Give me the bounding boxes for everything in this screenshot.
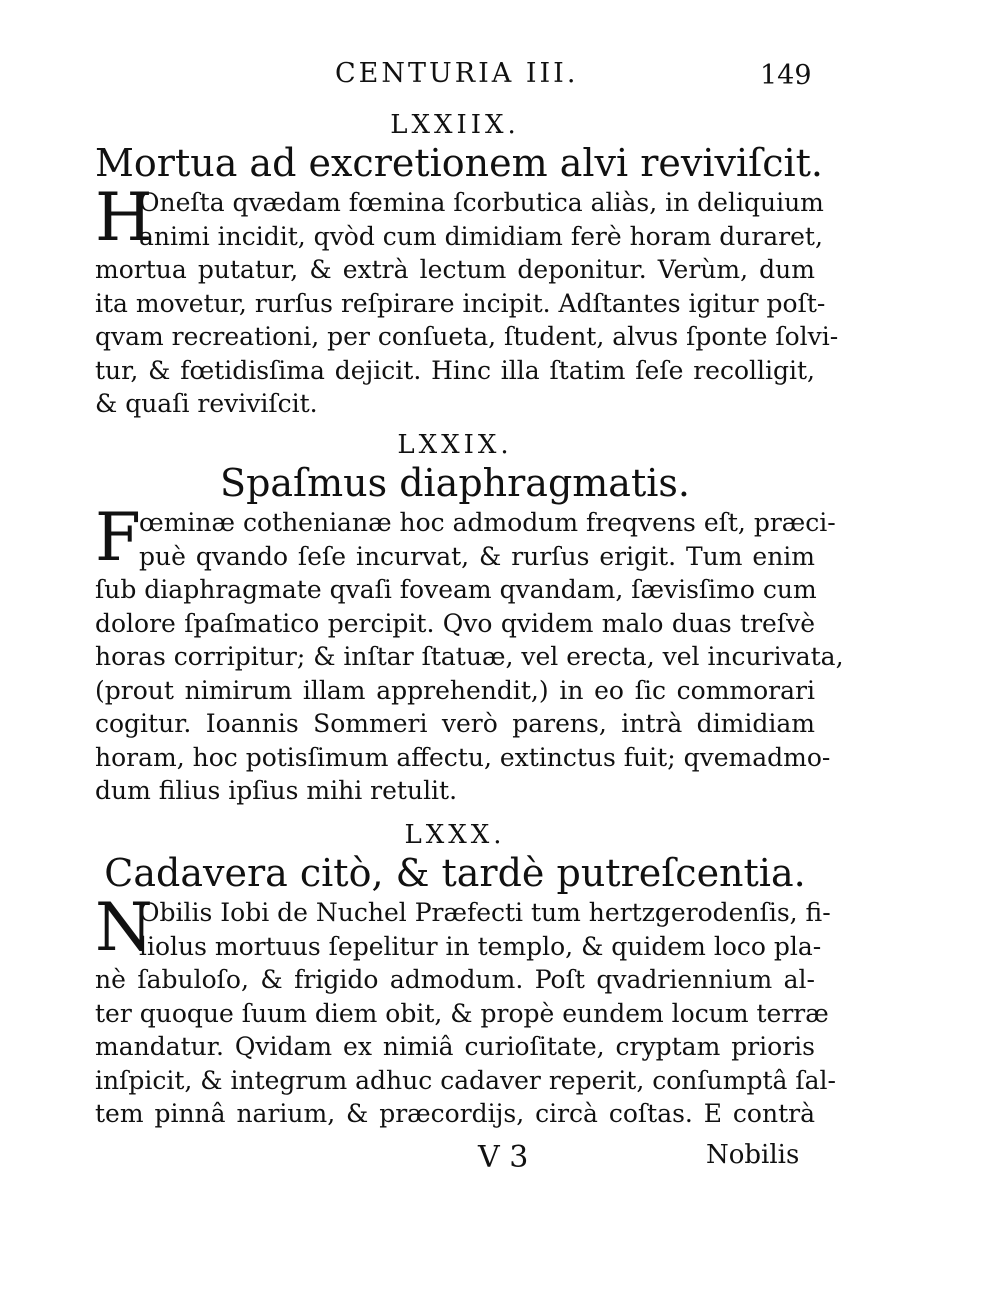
chapter-section (95, 820, 836, 1131)
text-line: horas corripitur; & inſtar ſtatuæ, vel erecta, vel incurivata, (95, 642, 844, 671)
drop-cap: H (95, 179, 153, 256)
running-title: CENTURIA III. (335, 58, 579, 89)
text-line: nè ſabuloſo, & frigido admodum. Poſt qvadriennium al- (95, 965, 815, 994)
text-line: & quaſi reviviſcit. (95, 389, 318, 418)
chapter-section (95, 110, 839, 421)
text-line: ſub diaphragmate qvaſi foveam qvandam, ſævisſimo cum (95, 575, 817, 604)
chapter-title: Mortua ad excretionem alvi reviviſcit. (95, 141, 823, 185)
chapter-numeral: LXXIIX. (390, 110, 520, 140)
text-line: Oneſta qvædam fœmina ſcorbutica aliàs, in deliquium (139, 188, 824, 217)
chapter-numeral: LXXX. (404, 820, 506, 850)
signature-mark: V 3 (478, 1140, 529, 1175)
chapter-body (95, 499, 844, 808)
text-line: inſpicit, & integrum adhuc cadaver reperit, conſumptâ ſal- (95, 1065, 836, 1095)
text-line: cogitur. Ioannis Sommeri verò parens, intrà dimidiam (95, 709, 815, 738)
text-line: Obilis Iobi de Nuchel Præfecti tum hertzgerodenſis, fi- (139, 898, 831, 927)
text-line: dum filius ipſius mihi retulit. (95, 776, 458, 805)
text-line: liolus mortuus ſepelitur in templo, & quidem loco pla- (139, 931, 822, 961)
chapter-body (95, 889, 836, 1131)
chapter-body (95, 179, 839, 421)
chapter-numeral: LXXIX. (397, 430, 513, 460)
drop-cap: N (95, 889, 153, 966)
text-line: ita movetur, rurſus reſpirare incipit. Adſtantes igitur poſt- (95, 288, 826, 318)
text-line: mortua putatur, & extrà lectum deponitur. Verùm, dum (95, 255, 815, 284)
text-line: œminæ cothenianæ hoc admodum freqvens eſt, præci- (139, 508, 836, 537)
chapter-title: Spaſmus diaphragmatis. (220, 461, 690, 505)
text-line: mandatur. Qvidam ex nimiâ curioſitate, cryptam prioris (95, 1032, 815, 1061)
text-line: (prout nimirum illam apprehendit,) in eo ſic commorari (95, 675, 815, 705)
chapter-title: Cadavera citò, & tardè putreſcentia. (104, 851, 806, 895)
text-line: horam, hoc potisſimum affectu, extinctus fuit; qvemadmo- (95, 742, 831, 772)
text-line: tem pinnâ narium, & præcordijs, circà coſtas. E contrà (95, 1099, 815, 1128)
page-number: 149 (760, 60, 812, 91)
catchword: Nobilis (706, 1140, 800, 1170)
text-line: puè qvando ſeſe incurvat, & rurſus erigit. Tum enim (139, 541, 815, 571)
text-line: qvam recreationi, per conſueta, ſtudent, alvus ſponte ſolvi- (95, 322, 839, 351)
text-line: dolore ſpaſmatico percipit. Qvo qvidem malo duas treſvè (95, 608, 815, 638)
text-line: ter quoque ſuum diem obit, & propè eundem locum terræ (95, 998, 829, 1028)
drop-cap: F (95, 499, 141, 576)
chapter-section (95, 430, 844, 808)
text-line: tur, & fœtidisſima dejicit. Hinc illa ſtatim ſeſe recolligit, (95, 355, 815, 385)
text-line: animi incidit, qvòd cum dimidiam ferè horam duraret, (139, 221, 823, 251)
